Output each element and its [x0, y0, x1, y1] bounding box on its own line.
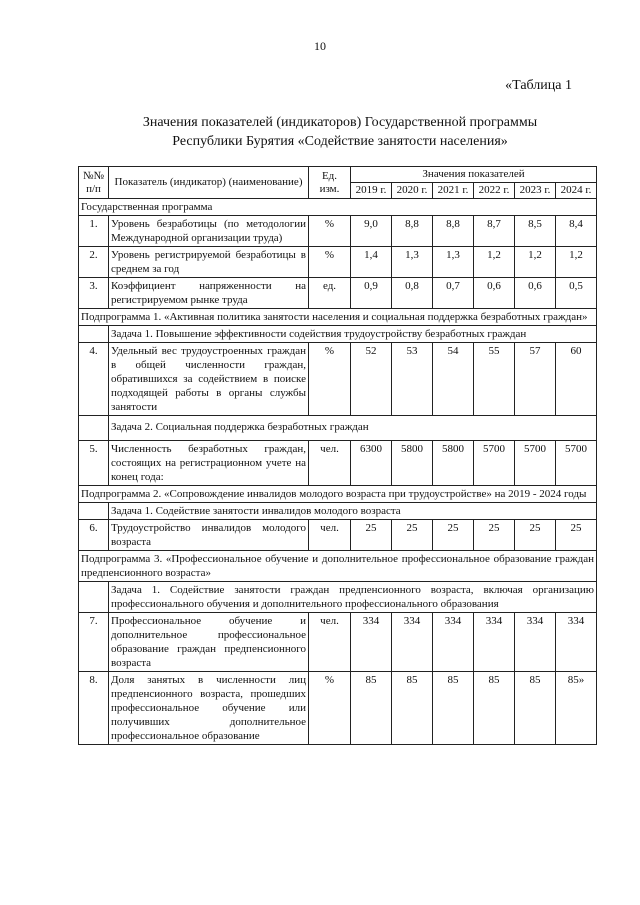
task-title: Задача 2. Социальная поддержка безработных граждан: [109, 416, 597, 441]
section-row: [79, 551, 597, 582]
row-value: 25: [433, 520, 474, 551]
row-value: 52: [351, 343, 392, 416]
table-row: [79, 247, 597, 278]
row-unit: чел.: [309, 520, 351, 551]
task-row: [79, 503, 597, 520]
header-row-1: [79, 167, 597, 183]
task-row: [79, 326, 597, 343]
task-spacer: [79, 416, 109, 441]
table-row: [79, 343, 597, 416]
header-year: 2024 г.: [556, 183, 597, 199]
row-value: 85: [433, 672, 474, 745]
row-name: Уровень безработицы (по методологии Международной организации труда): [109, 216, 309, 247]
section-subprogram-1: Подпрограмма 1. «Активная политика занятости населения и социальная поддержка безработных граждан»: [79, 309, 597, 326]
row-value: 25: [351, 520, 392, 551]
row-value: 1,4: [351, 247, 392, 278]
row-value: 0,8: [392, 278, 433, 309]
page-number: 10: [314, 39, 326, 53]
row-value: 85: [351, 672, 392, 745]
row-value: 8,8: [392, 216, 433, 247]
row-value: 5700: [474, 441, 515, 486]
task-title: Задача 1. Содействие занятости граждан предпенсионного возраста, включая организацию профессионального обучения и дополнительного профессионального образования: [109, 582, 597, 613]
row-value: 5800: [433, 441, 474, 486]
row-value: 334: [392, 613, 433, 672]
table-row: [79, 278, 597, 309]
row-num: 7.: [79, 613, 109, 672]
row-value: 5800: [392, 441, 433, 486]
row-value: 1,3: [392, 247, 433, 278]
row-name: Профессиональное обучение и дополнительное профессиональное образование граждан предпенсионного возраста: [109, 613, 309, 672]
row-value: 9,0: [351, 216, 392, 247]
table-reference: «Таблица 1: [505, 78, 572, 93]
row-value: 8,8: [433, 216, 474, 247]
row-value: 334: [433, 613, 474, 672]
section-row: [79, 199, 597, 216]
header-year: 2023 г.: [515, 183, 556, 199]
row-value: 1,3: [433, 247, 474, 278]
table-row: [79, 672, 597, 745]
header-num: №№ п/п: [79, 167, 109, 199]
table-row: [79, 613, 597, 672]
row-value: 25: [556, 520, 597, 551]
task-title: Задача 1. Повышение эффективности содействия трудоустройству безработных граждан: [109, 326, 597, 343]
row-value: 25: [474, 520, 515, 551]
table-row: [79, 441, 597, 486]
row-value: 25: [392, 520, 433, 551]
row-unit: %: [309, 343, 351, 416]
section-subprogram-3: Подпрограмма 3. «Профессиональное обучение и дополнительное профессиональное образование граждан предпенсионного возраста»: [79, 551, 597, 582]
row-value: 8,4: [556, 216, 597, 247]
task-spacer: [79, 503, 109, 520]
row-name: Коэффициент напряженности на регистрируемом рынке труда: [109, 278, 309, 309]
header-values-group: Значения показателей: [351, 167, 597, 183]
row-num: 1.: [79, 216, 109, 247]
row-unit: ед.: [309, 278, 351, 309]
row-unit: %: [309, 672, 351, 745]
row-value: 54: [433, 343, 474, 416]
header-year: 2019 г.: [351, 183, 392, 199]
row-name: Удельный вес трудоустроенных граждан в общей численности граждан, обратившихся за содействием в поиске подходящей работы в органы службы занятости: [109, 343, 309, 416]
row-value: 1,2: [474, 247, 515, 278]
row-value: 8,5: [515, 216, 556, 247]
row-value: 0,6: [515, 278, 556, 309]
row-value: 25: [515, 520, 556, 551]
section-row: [79, 486, 597, 503]
row-value: 85»: [556, 672, 597, 745]
table-row: [79, 216, 597, 247]
title-line-1: Значения показателей (индикаторов) Государственной программы: [142, 115, 538, 130]
row-name: Уровень регистрируемой безработицы в среднем за год: [109, 247, 309, 278]
row-value: 334: [474, 613, 515, 672]
header-indicator: Показатель (индикатор) (наименование): [109, 167, 309, 199]
row-value: 6300: [351, 441, 392, 486]
header-unit: Ед. изм.: [309, 167, 351, 199]
indicators-table: [78, 166, 597, 745]
row-value: 85: [515, 672, 556, 745]
section-subprogram-2: Подпрограмма 2. «Сопровождение инвалидов молодого возраста при трудоустройстве» на 2019 - 2024 годы: [79, 486, 597, 503]
header-year: 2022 г.: [474, 183, 515, 199]
row-value: 1,2: [515, 247, 556, 278]
row-num: 3.: [79, 278, 109, 309]
table-row: [79, 520, 597, 551]
row-value: 0,6: [474, 278, 515, 309]
document-title: [60, 113, 620, 151]
row-value: 85: [392, 672, 433, 745]
row-unit: чел.: [309, 441, 351, 486]
row-unit: чел.: [309, 613, 351, 672]
row-value: 0,5: [556, 278, 597, 309]
row-value: 53: [392, 343, 433, 416]
row-value: 5700: [556, 441, 597, 486]
row-value: 55: [474, 343, 515, 416]
task-title: Задача 1. Содействие занятости инвалидов молодого возраста: [109, 503, 597, 520]
section-row: [79, 309, 597, 326]
row-value: 0,7: [433, 278, 474, 309]
row-value: 334: [351, 613, 392, 672]
row-num: 2.: [79, 247, 109, 278]
task-row: [79, 416, 597, 441]
row-value: 8,7: [474, 216, 515, 247]
row-value: 1,2: [556, 247, 597, 278]
section-gp: Государственная программа: [79, 199, 597, 216]
row-num: 5.: [79, 441, 109, 486]
row-unit: %: [309, 216, 351, 247]
row-value: 334: [556, 613, 597, 672]
title-line-2: Республики Бурятия «Содействие занятости населения»: [172, 134, 508, 149]
header-year: 2020 г.: [392, 183, 433, 199]
row-num: 4.: [79, 343, 109, 416]
row-unit: %: [309, 247, 351, 278]
row-value: 57: [515, 343, 556, 416]
row-value: 5700: [515, 441, 556, 486]
row-value: 85: [474, 672, 515, 745]
row-name: Доля занятых в численности лиц предпенсионного возраста, прошедших профессиональное обучение или получивших дополнительное профессиональное образование: [109, 672, 309, 745]
row-value: 0,9: [351, 278, 392, 309]
row-name: Трудоустройство инвалидов молодого возраста: [109, 520, 309, 551]
task-spacer: [79, 582, 109, 613]
row-value: 60: [556, 343, 597, 416]
row-name: Численность безработных граждан, состоящих на регистрационном учете на конец года:: [109, 441, 309, 486]
task-row: [79, 582, 597, 613]
header-year: 2021 г.: [433, 183, 474, 199]
task-spacer: [79, 326, 109, 343]
row-value: 334: [515, 613, 556, 672]
row-num: 8.: [79, 672, 109, 745]
row-num: 6.: [79, 520, 109, 551]
